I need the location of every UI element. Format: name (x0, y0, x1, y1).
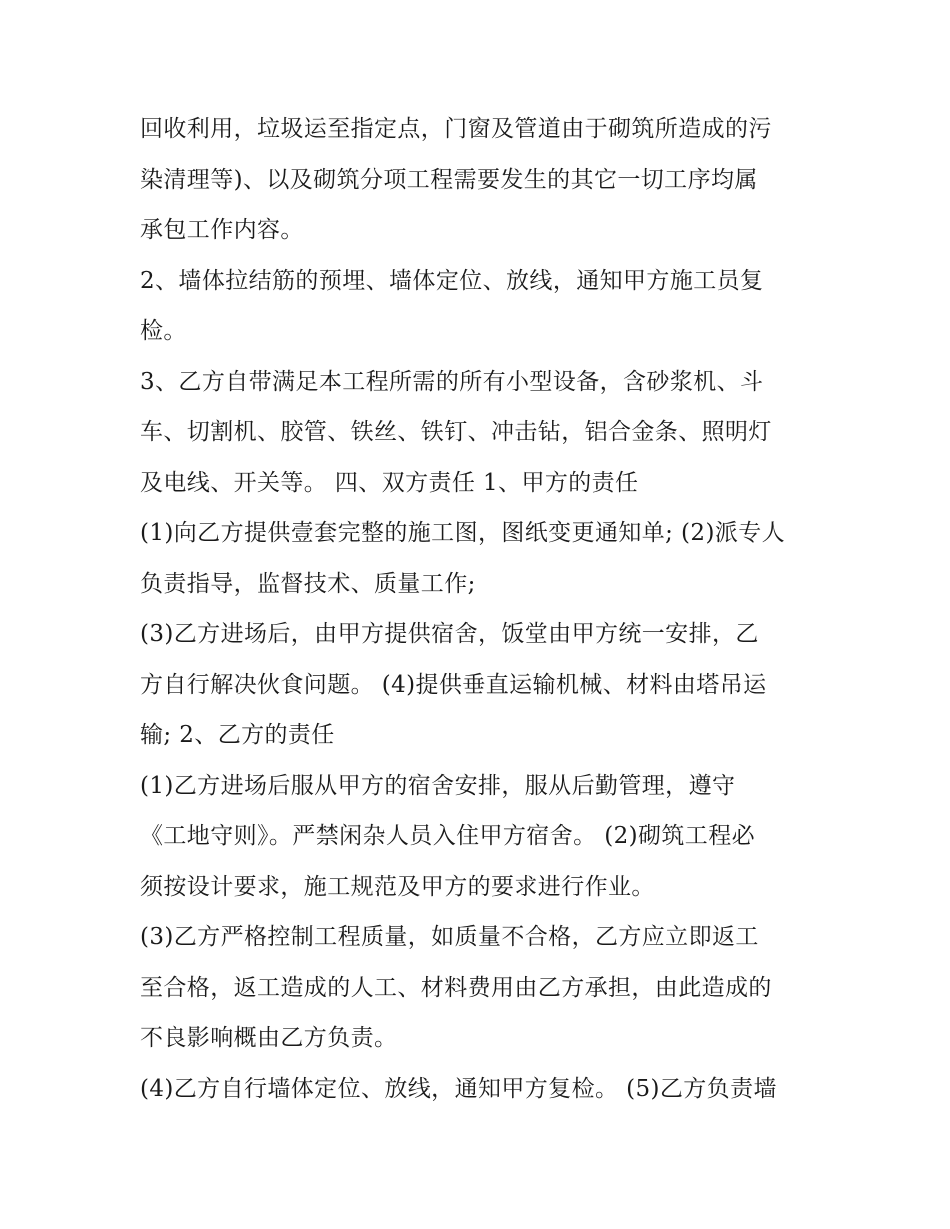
text-line: (1)乙方进场后服从甲方的宿舍安排，服从后勤管理，遵守 (140, 772, 736, 799)
text-line: (3)乙方严格控制工程质量，如质量不合格，乙方应立即返工 (140, 924, 759, 950)
text-line: 输; 2、乙方的责任 (140, 722, 335, 748)
text-line: 2、墙体拉结筋的预埋、墙体定位、放线，通知甲方施工员复 (140, 267, 764, 294)
text-line: (4)乙方自行墙体定位、放线，通知甲方复检。 (5)乙方负责墙 (140, 1075, 777, 1102)
text-line: 染清理等)、以及砌筑分项工程需要发生的其它一切工序均属 (140, 166, 758, 193)
text-line: 回收利用，垃圾运至指定点，门窗及管道由于砌筑所造成的污 (140, 116, 772, 142)
text-line: 检。 (140, 318, 187, 344)
text-line: 不良影响概由乙方负责。 (140, 1025, 398, 1051)
text-line: 车、切割机、胶管、铁丝、铁钉、冲击钻，铝合金条、照明灯 (140, 419, 772, 445)
text-line: 承包工作内容。 (140, 217, 304, 243)
text-line: 方自行解决伙食问题。 (4)提供垂直运输机械、材料由塔吊运 (140, 671, 767, 698)
text-line: 负责指导，监督技术、质量工作; (140, 570, 476, 597)
text-line: (3)乙方进场后，由甲方提供宿舍，饭堂由甲方统一安排，乙 (140, 621, 759, 647)
text-line: 3、乙方自带满足本工程所需的所有小型设备，含砂浆机、斗 (140, 368, 764, 395)
text-line: 至合格，返工造成的人工、材料费用由乙方承担，由此造成的 (140, 974, 772, 1001)
text-line: (1)向乙方提供壹套完整的施工图，图纸变更通知单; (2)派专人 (140, 520, 786, 546)
text-line: 《工地守则》。严禁闲杂人员入住甲方宿舍。 (2)砌筑工程必 (140, 823, 755, 849)
text-line: 须按设计要求，施工规范及甲方的要求进行作业。 (140, 873, 655, 900)
document-body (140, 104, 820, 1114)
text-line: 及电线、开关等。 四、双方责任 1、甲方的责任 (140, 469, 639, 496)
